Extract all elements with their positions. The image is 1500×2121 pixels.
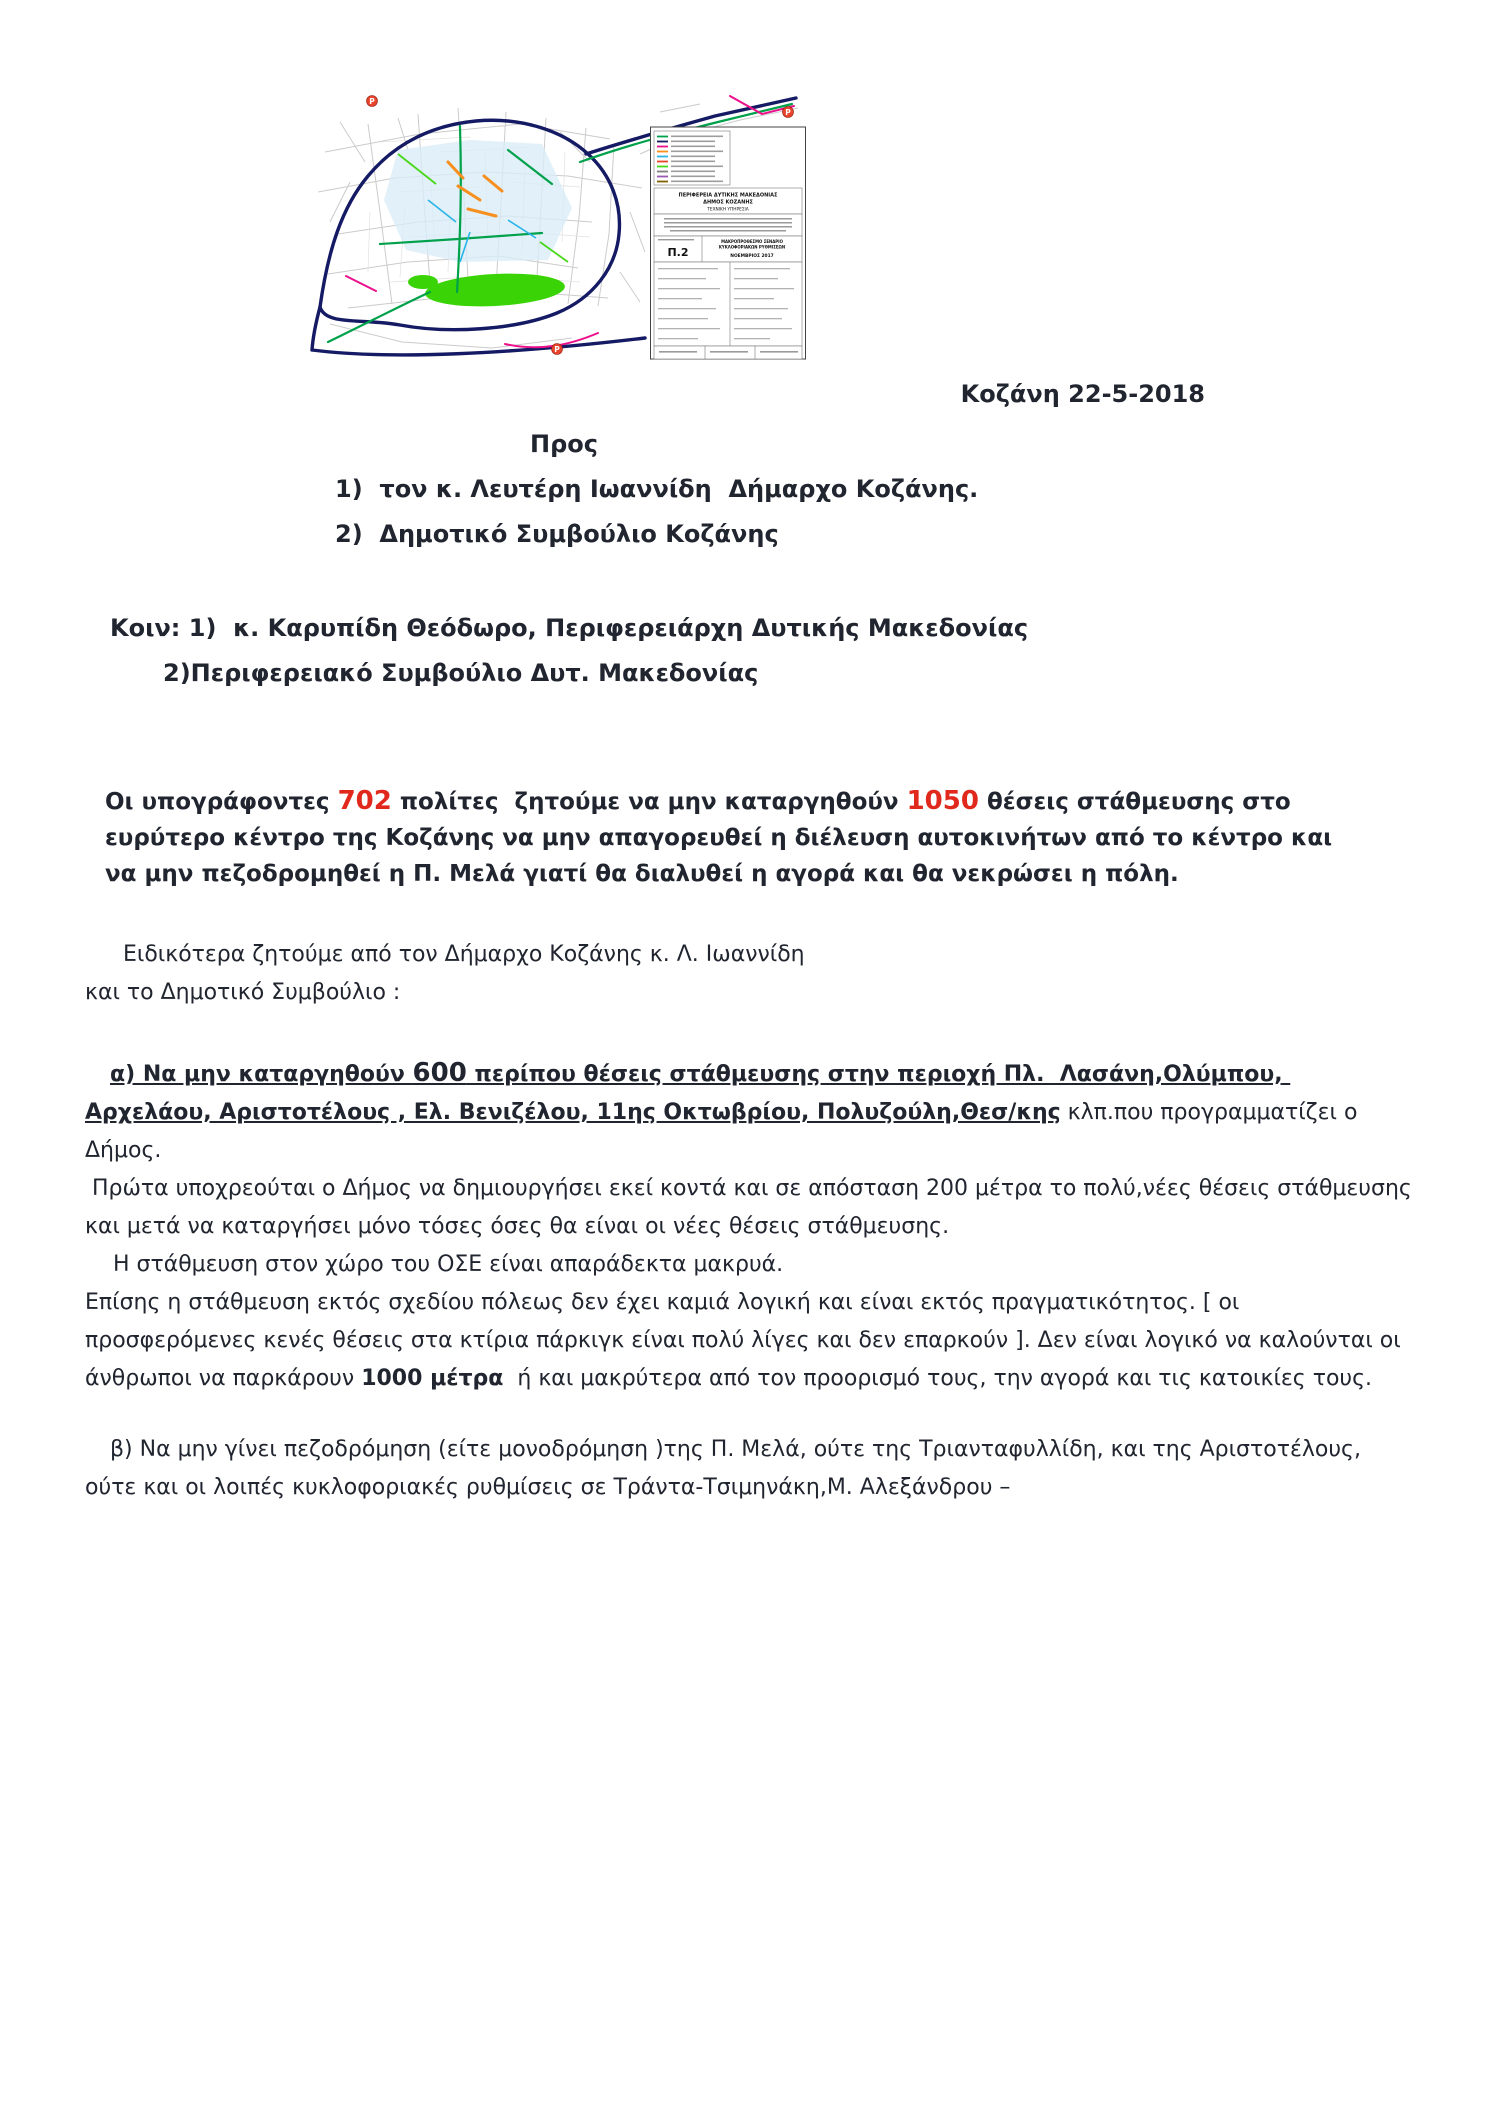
parking-marker-east (783, 107, 794, 118)
section-a-para-3 (85, 1284, 1415, 1398)
parking-marker-south (552, 344, 563, 355)
section-a-head-text-1: α) Να μην καταργηθούν (110, 1062, 413, 1087)
park-area-small (408, 275, 438, 289)
petition-text-1: Οι υπογράφοντες (105, 789, 338, 815)
panel-region-title: ΠΕΡΙΦΕΡΕΙΑ ΔΥΤΙΚΗΣ ΜΑΚΕΔΟΝΙΑΣ (678, 192, 778, 199)
map-figure (310, 0, 807, 366)
para-3-text-1: Επίσης η στάθμευση εκτός σχεδίου πόλεως δεν έχει καμιά λογική και είναι εκτός πραγματικότητος. [ οι προσφερόμενες κενές θέσεις στα κτίρια πάρκιγκ είναι πολύ λίγες και δεν επαρκούν ]. Δεν είναι λογικό να καλούνται οι άνθρωποι να παρκάρουν (85, 1290, 1408, 1391)
petition-text-3: θέσεις στάθμευσης στο ευρύτερο κέντρο της Κοζάνης να μην απαγορευθεί η διέλευση αυτοκινήτων από το κέντρο και να μην πεζοδρομηθεί η Π. Μελά γιατί θα διαλυθεί η αγορά και θα νεκρώσει η πόλη. (105, 789, 1341, 887)
section-b-paragraph: β) Να μην γίνει πεζοδρόμηση (είτε μονοδρόμηση )της Π. Μελά, ούτε της Τριανταφυλλίδη, και της Αριστοτέλους, ούτε και οι λοιπές κυκλοφοριακές ρυθμίσεις σε Τράντα-Τσιμηνάκη,Μ. Αλεξάνδρου – (85, 1437, 1368, 1500)
section-a-heading (85, 1054, 1415, 1170)
recipient-2: 2) Δημοτικό Συμβούλιο Κοζάνης (335, 520, 779, 548)
panel-sheet-title-2: ΚΥΚΛΟΦΟΡΙΑΚΩΝ ΡΥΘΜΙΣΕΩΝ (718, 244, 786, 250)
panel-sheet-date: ΝΟΕΜΒΡΙΟΣ 2017 (730, 254, 774, 259)
cc-recipient-2: 2)Περιφερειακό Συμβούλιο Δυτ. Μακεδονίας (163, 659, 759, 687)
section-a-spots-count: 600 (412, 1058, 467, 1088)
map-title-panel (651, 127, 806, 359)
letter-date: Κοζάνη 22-5-2018 (960, 380, 1205, 408)
panel-sheet-title-1: ΜΑΚΡΟΠΡΟΘΕΣΜΟ ΣΕΝΑΡΙΟ (721, 239, 783, 244)
section-a-para-1: Πρώτα υποχρεούται ο Δήμος να δημιουργήσει εκεί κοντά και σε απόσταση 200 μέτρα το πολύ,νέες θέσεις στάθμευσης και μετά να καταργήσει μόνο τόσες όσες θα είναι οι νέες θέσεις στάθμευσης. (85, 1176, 1419, 1239)
panel-sheet-code: Π.2 (667, 246, 689, 259)
section-a-para-2: Η στάθμευση στον χώρο του ΟΣΕ είναι απαράδεκτα μακρυά. (85, 1252, 784, 1277)
parking-marker-label: P (785, 107, 791, 117)
recipient-1: 1) τον κ. Λευτέρη Ιωαννίδη Δήμαρχο Κοζάνης. (335, 475, 979, 503)
parking-marker-north (367, 96, 378, 107)
petition-statement (105, 783, 1355, 892)
distance-emphasis: 1000 μέτρα (361, 1366, 504, 1391)
section-a-head-tail: κλπ.που προγραμματίζει ο Δήμος. (85, 1100, 1365, 1163)
kozani-traffic-map (310, 92, 807, 362)
para-3-text-2: ή και μακρύτερα από τον προορισμό τους, την αγορά και τις κατοικίες τους. (503, 1366, 1373, 1391)
section-a-head-text-2: περίπου θέσεις στάθμευσης στην περιοχή Πλ. Λασάνη,Ολύμπου, Αρχελάου, Αριστοτέλους , Ελ. Βενιζέλου, 11ης Οκτωβρίου, Πολυζούλη,Θεσ/κης (85, 1062, 1291, 1125)
parking-marker-label: P (554, 344, 560, 354)
panel-department: ΤΕΧΝΙΚΗ ΥΠΗΡΕΣΙΑ (707, 207, 749, 213)
parking-marker-label: P (369, 96, 375, 106)
panel-municipality: ΔΗΜΟΣ ΚΟΖΑΝΗΣ (703, 199, 753, 206)
request-intro-line-1: Ειδικότερα ζητούμε από τον Δήμαρχο Κοζάνης κ. Λ. Ιωαννίδη (123, 942, 805, 967)
signatures-count: 702 (337, 786, 392, 816)
petition-text-2: πολίτες ζητούμε να μην καταργηθούν (391, 789, 907, 815)
parking-spots-count: 1050 (906, 786, 979, 816)
recipient-label: Προς (530, 430, 598, 458)
request-intro-line-2: και το Δημοτικό Συμβούλιο : (85, 980, 401, 1005)
cc-recipient-1: Κοιν: 1) κ. Καρυπίδη Θεόδωρο, Περιφερειάρχη Δυτικής Μακεδονίας (110, 614, 1029, 642)
